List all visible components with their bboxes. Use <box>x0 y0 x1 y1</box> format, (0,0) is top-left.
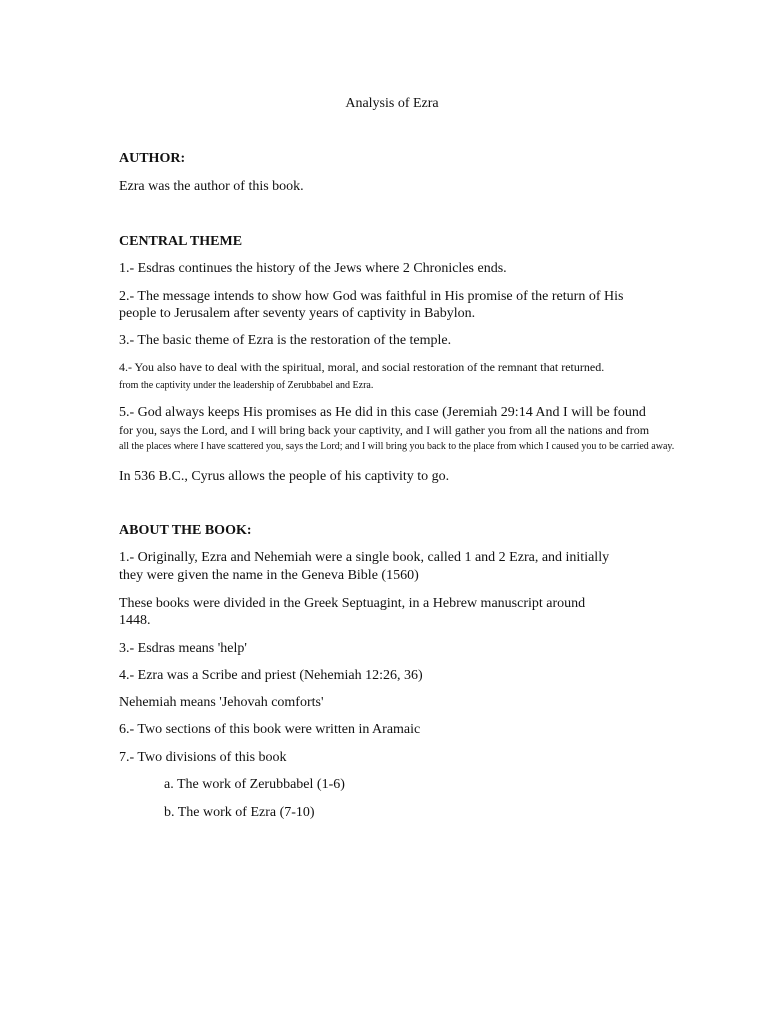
central-theme-item-4-line-1: 4.- You also have to deal with the spiritual, moral, and social restoration of the remnant that returned. <box>119 360 605 374</box>
central-theme-item-3: 3.- The basic theme of Ezra is the restoration of the temple. <box>119 333 452 348</box>
about-item-1-line-2: they were given the name in the Geneva Bible (1560) <box>119 568 419 583</box>
about-heading: ABOUT THE BOOK: <box>119 523 252 538</box>
author-heading: AUTHOR: <box>119 151 186 166</box>
central-theme-heading: CENTRAL THEME <box>119 234 243 249</box>
about-item-2-line-2: 1448. <box>119 613 151 628</box>
about-item-7: 7.- Two divisions of this book <box>119 750 287 765</box>
about-item-2-line-1: These books were divided in the Greek Septuagint, in a Hebrew manuscript around <box>119 596 586 611</box>
about-sub-item-b: b. The work of Ezra (7-10) <box>164 805 315 820</box>
about-sub-item-a: a. The work of Zerubbabel (1-6) <box>164 777 345 792</box>
central-theme-item-5-line-3: all the places where I have scattered you, says the Lord; and I will bring you back to the place from which I caused you to be carried away. <box>119 441 675 452</box>
central-theme-item-2-line-2: people to Jerusalem after seventy years of captivity in Babylon. <box>119 306 476 321</box>
about-item-6: 6.- Two sections of this book were written in Aramaic <box>119 722 421 737</box>
central-theme-item-4-line-2: from the captivity under the leadership of Zerubbabel and Ezra. <box>119 380 374 391</box>
central-theme-item-5-line-2: for you, says the Lord, and I will bring back your captivity, and I will gather you from all the nations and from <box>119 423 650 437</box>
central-theme-item-2-line-1: 2.- The message intends to show how God was faithful in His promise of the return of His <box>119 289 624 304</box>
central-theme-note: In 536 B.C., Cyrus allows the people of his captivity to go. <box>119 469 450 484</box>
about-item-1-line-1: 1.- Originally, Ezra and Nehemiah were a single book, called 1 and 2 Ezra, and initially <box>119 550 610 565</box>
about-item-4: 4.- Ezra was a Scribe and priest (Nehemiah 12:26, 36) <box>119 668 423 683</box>
about-item-3: 3.- Esdras means 'help' <box>119 641 247 656</box>
document-title: Analysis of Ezra <box>345 96 439 111</box>
about-item-5: Nehemiah means 'Jehovah comforts' <box>119 695 324 710</box>
author-text: Ezra was the author of this book. <box>119 179 304 194</box>
central-theme-item-1: 1.- Esdras continues the history of the Jews where 2 Chronicles ends. <box>119 261 507 276</box>
central-theme-item-5-line-1: 5.- God always keeps His promises as He did in this case (Jeremiah 29:14 And I will be found <box>119 405 646 420</box>
